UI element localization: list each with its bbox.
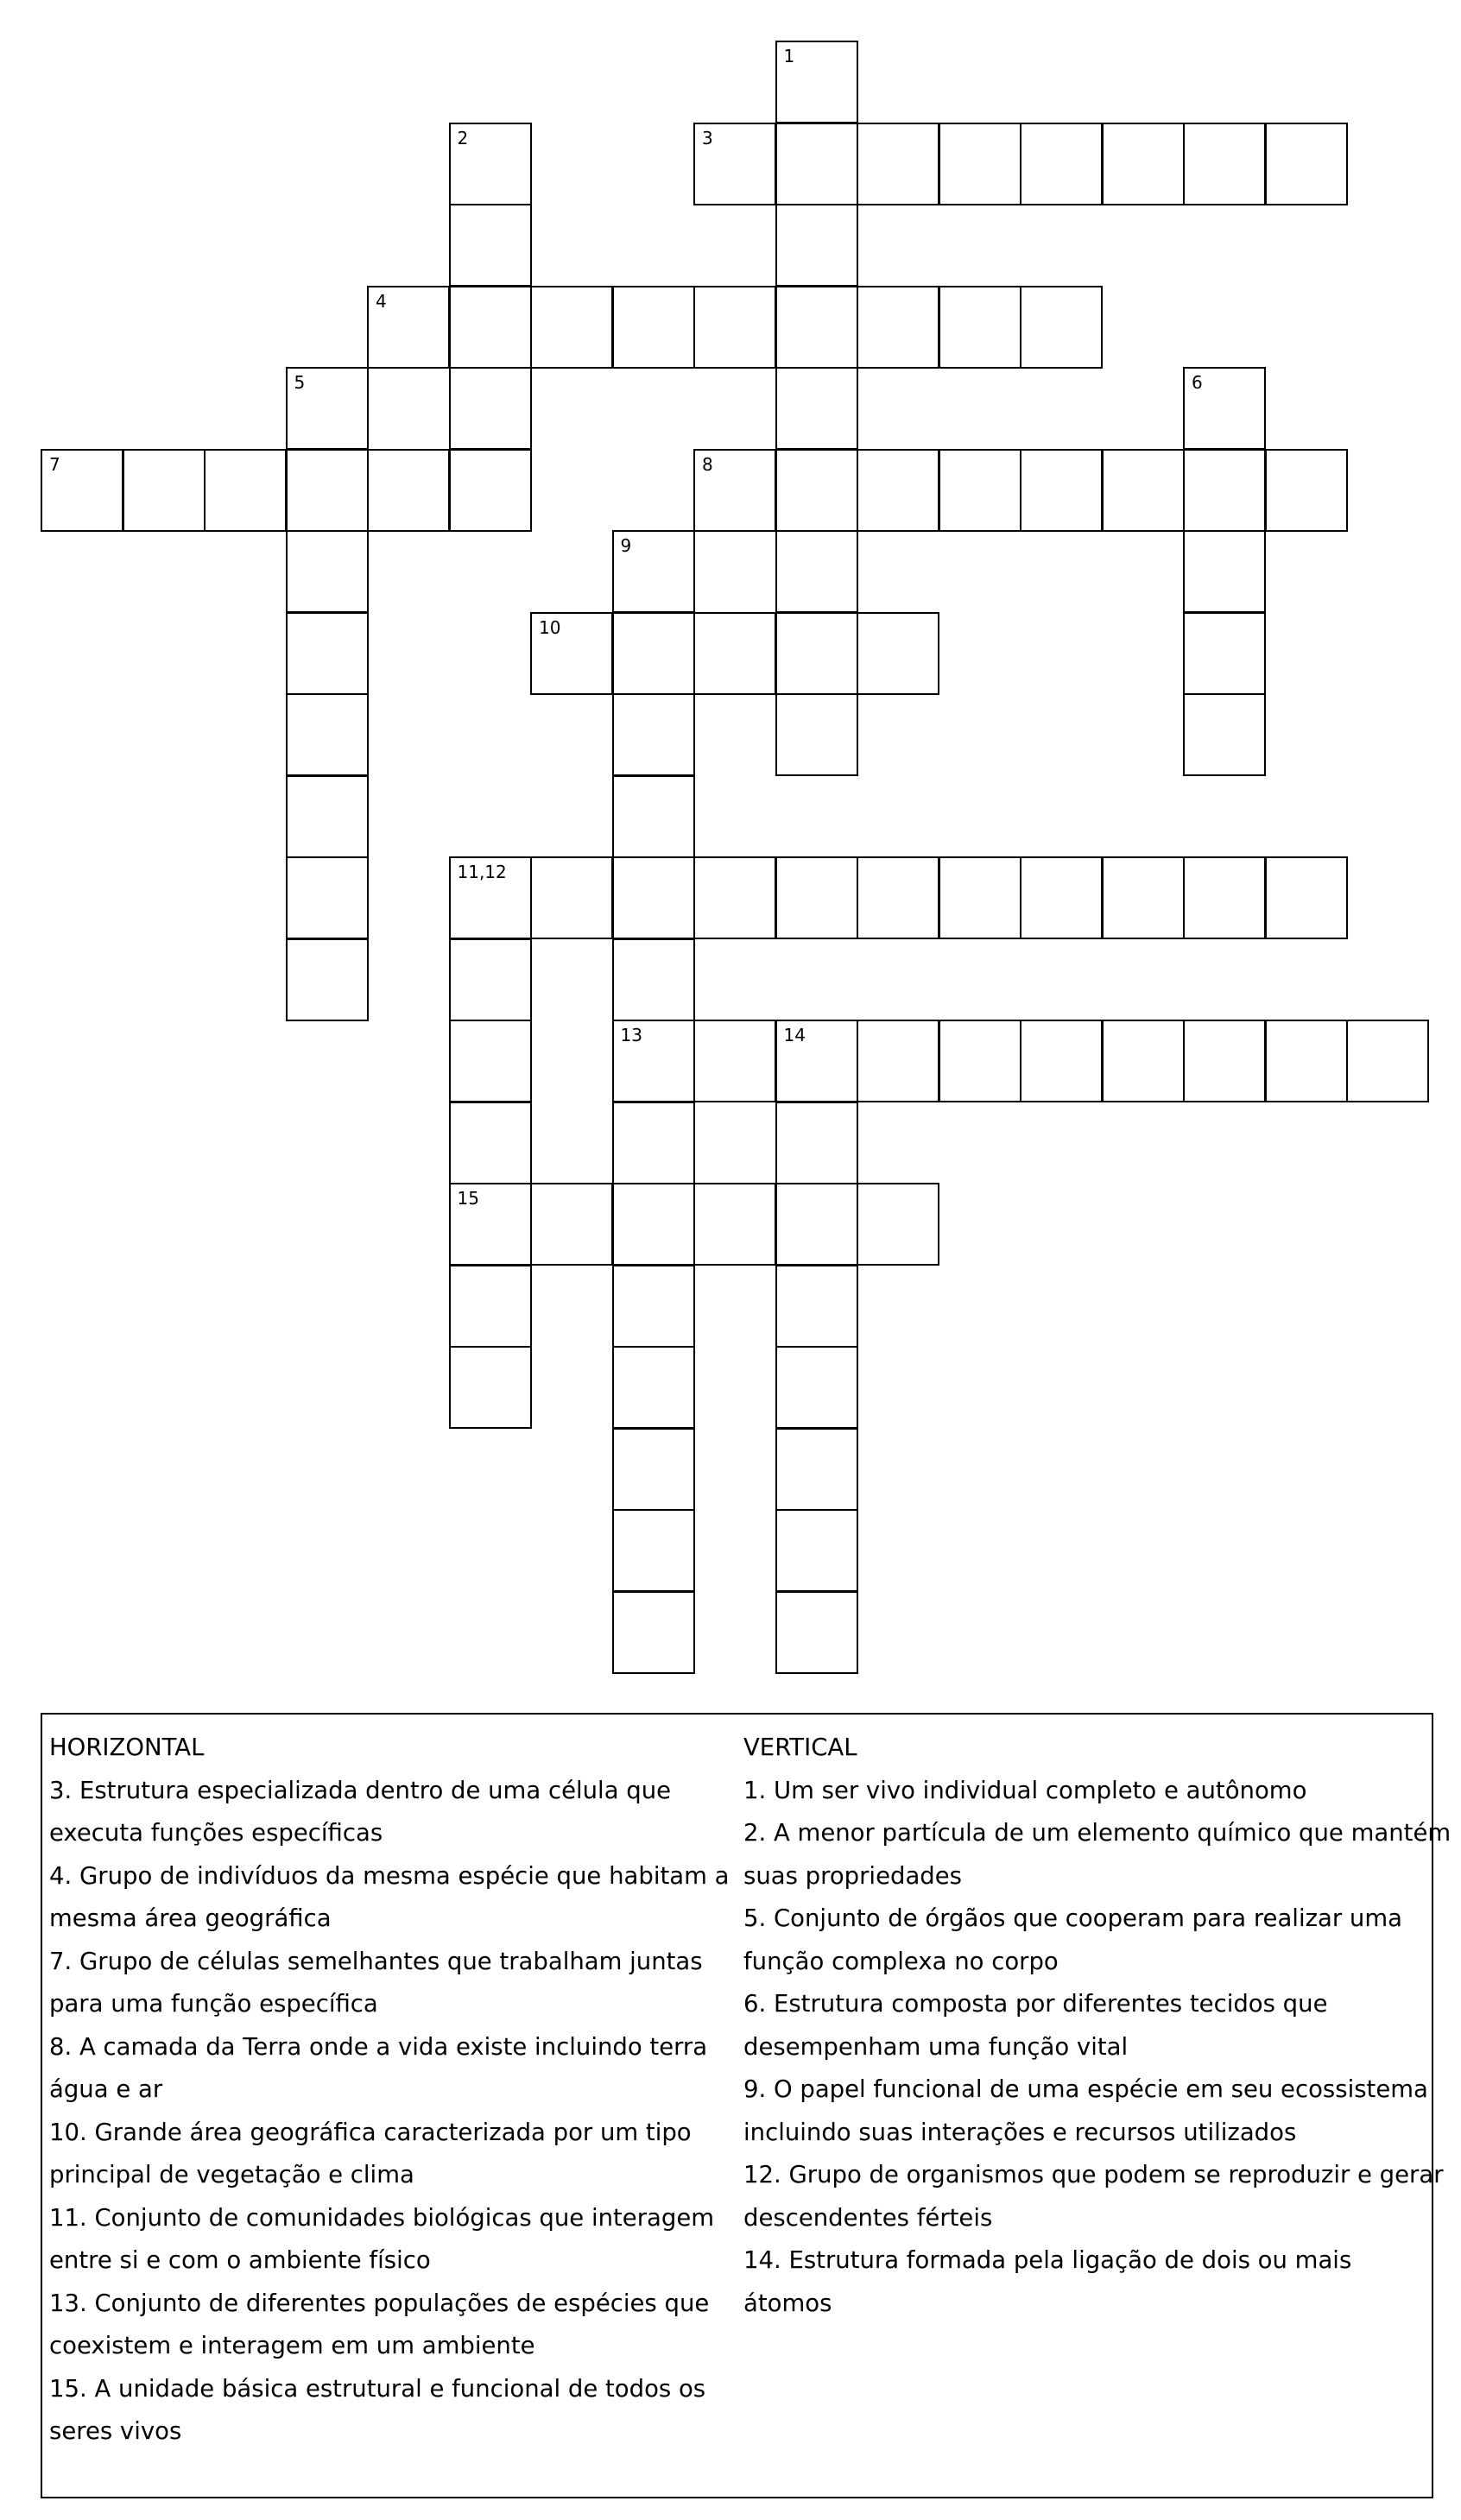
crossword-cell[interactable] (449, 1102, 532, 1184)
clue-line: descendentes férteis (743, 2203, 993, 2232)
crossword-cell[interactable] (775, 123, 858, 205)
crossword-cell[interactable] (204, 449, 287, 532)
crossword-cell[interactable] (449, 1265, 532, 1348)
clue-number: 2 (457, 127, 469, 148)
clue-line: 14. Estrutura formada pela ligação de dois ou mais (743, 2246, 1352, 2274)
crossword-cell[interactable] (612, 612, 695, 695)
crossword-cell[interactable] (367, 286, 450, 369)
clue-line: 13. Conjunto de diferentes populações de espécies que (49, 2289, 710, 2317)
crossword-cell[interactable] (775, 856, 858, 939)
crossword-cell[interactable] (775, 693, 858, 776)
crossword-cell[interactable] (693, 449, 776, 532)
crossword-cell[interactable] (693, 612, 776, 695)
clues-box (41, 1713, 1452, 2498)
crossword-cell[interactable] (286, 612, 369, 695)
crossword-cell[interactable] (775, 530, 858, 613)
clue-line: 7. Grupo de células semelhantes que trabalham juntas (49, 1947, 703, 1975)
clue-line: coexistem e interagem em um ambiente (49, 2332, 535, 2359)
crossword-cell[interactable] (775, 1102, 858, 1184)
crossword-cell[interactable] (612, 1020, 695, 1102)
crossword-cell[interactable] (449, 1183, 532, 1266)
clue-line: água e ar (49, 2075, 163, 2103)
crossword-cell[interactable] (939, 286, 1021, 369)
clue-line: 3. Estrutura especializada dentro de uma célula que (49, 1776, 672, 1804)
crossword-cell[interactable] (612, 938, 695, 1021)
crossword-cell[interactable] (612, 530, 695, 613)
clue-number: 6 (1192, 372, 1203, 393)
clue-line: 1. Um ser vivo individual completo e autônomo (743, 1776, 1307, 1804)
clue-number: 5 (294, 372, 306, 393)
crossword-cell[interactable] (857, 123, 939, 205)
crossword-cell[interactable] (1102, 1020, 1185, 1102)
crossword-cell[interactable] (857, 449, 939, 532)
crossword-cell[interactable] (530, 286, 613, 369)
crossword-cell[interactable] (1183, 367, 1266, 450)
crossword-cell[interactable] (775, 1428, 858, 1511)
crossword-cell[interactable] (612, 1509, 695, 1592)
clue-line: átomos (743, 2289, 832, 2317)
clue-line: 8. A camada da Terra onde a vida existe incluindo terra (49, 2032, 708, 2061)
crossword-cell[interactable] (286, 449, 369, 532)
clue-line: entre si e com o ambiente físico (49, 2246, 431, 2274)
clue-number: 7 (49, 453, 60, 475)
crossword-cell[interactable] (1265, 1020, 1348, 1102)
crossword-cell[interactable] (775, 1346, 858, 1429)
crossword-cell[interactable] (693, 286, 776, 369)
crossword-cell[interactable] (449, 367, 532, 450)
clue-number: 10 (539, 616, 561, 638)
crossword-cell[interactable] (1183, 1020, 1266, 1102)
clue-number: 1 (783, 46, 795, 66)
crossword-cell[interactable] (449, 856, 532, 939)
crossword-cell[interactable] (612, 1265, 695, 1348)
crossword-cell[interactable] (1183, 612, 1266, 695)
crossword-cell[interactable] (1102, 856, 1185, 939)
crossword-cell[interactable] (775, 1591, 858, 1674)
clue-number: 13 (620, 1025, 642, 1045)
crossword-cell[interactable] (449, 1346, 532, 1429)
crossword-cell[interactable] (286, 693, 369, 776)
crossword-cell[interactable] (939, 856, 1021, 939)
horizontal-clues (49, 1727, 740, 2454)
clue-number: 4 (376, 290, 387, 312)
crossword-cell[interactable] (286, 530, 369, 613)
clue-number: 9 (620, 535, 632, 556)
crossword-cell[interactable] (857, 286, 939, 369)
clue-number: 3 (702, 127, 713, 148)
crossword-cell[interactable] (449, 286, 532, 369)
crossword-cell[interactable] (1020, 1020, 1103, 1102)
clue-number: 15 (457, 1188, 479, 1209)
crossword-cell[interactable] (1265, 856, 1348, 939)
crossword-cell[interactable] (449, 204, 532, 287)
crossword-cell[interactable] (693, 1020, 776, 1102)
clue-line: 4. Grupo de indivíduos da mesma espécie que habitam a (49, 1861, 730, 1890)
crossword-cell[interactable] (286, 775, 369, 858)
crossword-cell[interactable] (693, 1183, 776, 1266)
crossword-cell[interactable] (775, 1509, 858, 1592)
clue-line: 9. O papel funcional de uma espécie em seu ecossistema (743, 2075, 1428, 2103)
crossword-cell[interactable] (775, 1020, 858, 1102)
crossword-cell[interactable] (775, 612, 858, 695)
clue-line: executa funções específicas (49, 1819, 383, 1847)
crossword-cell[interactable] (775, 1183, 858, 1266)
clue-line: 15. A unidade básica estrutural e funcional de todos os (49, 2374, 706, 2403)
crossword-cell[interactable] (41, 449, 123, 532)
crossword-cell[interactable] (939, 123, 1021, 205)
crossword-cell[interactable] (612, 1102, 695, 1184)
crossword-cell[interactable] (449, 449, 532, 532)
crossword-cell[interactable] (857, 1020, 939, 1102)
crossword-cell[interactable] (857, 612, 939, 695)
crossword-cell[interactable] (1020, 449, 1103, 532)
crossword-cell[interactable] (612, 1183, 695, 1266)
clue-line: 11. Conjunto de comunidades biológicas que interagem (49, 2203, 715, 2232)
crossword-cell[interactable] (612, 693, 695, 776)
clue-line: 10. Grande área geográfica caracterizada por um tipo (49, 2118, 692, 2146)
crossword-cell[interactable] (1265, 123, 1348, 205)
crossword-cell[interactable] (939, 449, 1021, 532)
clue-line: 6. Estrutura composta por diferentes tecidos que (743, 1990, 1328, 2018)
clue-line: desempenham uma função vital (743, 2032, 1129, 2061)
crossword-cell[interactable] (775, 286, 858, 369)
crossword-cell[interactable] (1183, 856, 1266, 939)
crossword-cell[interactable] (857, 1183, 939, 1266)
clue-line: 2. A menor partícula de um elemento químico que mantém (743, 1819, 1452, 1847)
crossword-cell[interactable] (286, 856, 369, 939)
crossword-cell[interactable] (449, 938, 532, 1021)
crossword-cell[interactable] (1183, 693, 1266, 776)
crossword-cell[interactable] (612, 856, 695, 939)
crossword-cell[interactable] (286, 367, 369, 450)
crossword-cell[interactable] (693, 856, 776, 939)
clue-line: 5. Conjunto de órgãos que cooperam para realizar uma (743, 1904, 1402, 1932)
crossword-cell[interactable] (775, 41, 858, 123)
crossword-cell[interactable] (1020, 856, 1103, 939)
crossword-cell[interactable] (775, 1265, 858, 1348)
crossword-cell[interactable] (693, 123, 776, 205)
clue-line: 12. Grupo de organismos que podem se reproduzir e gerar (743, 2161, 1444, 2188)
crossword-cell[interactable] (530, 856, 613, 939)
clue-line: principal de vegetação e clima (49, 2161, 414, 2188)
crossword-cell[interactable] (1346, 1020, 1429, 1102)
crossword-cell[interactable] (775, 449, 858, 532)
clue-heading: HORIZONTAL (49, 1734, 205, 1761)
crossword-cell[interactable] (939, 1020, 1021, 1102)
crossword-cell[interactable] (775, 367, 858, 450)
crossword-cell[interactable] (530, 1183, 613, 1266)
clue-line: mesma área geográfica (49, 1904, 332, 1932)
clue-line: para uma função específica (49, 1990, 378, 2018)
crossword-cell[interactable] (286, 938, 369, 1021)
crossword-cell[interactable] (1183, 123, 1266, 205)
crossword-cell[interactable] (530, 612, 613, 695)
clue-number: 11,12 (457, 862, 507, 882)
crossword-cell[interactable] (857, 856, 939, 939)
crossword-cell[interactable] (1020, 123, 1103, 205)
crossword-cell[interactable] (367, 449, 450, 532)
crossword-cell[interactable] (1265, 449, 1348, 532)
clue-line: função complexa no corpo (743, 1947, 1059, 1975)
crossword-cell[interactable] (1102, 123, 1185, 205)
crossword-cell[interactable] (123, 449, 206, 532)
crossword-cell[interactable] (612, 286, 695, 369)
crossword-cell[interactable] (612, 1591, 695, 1674)
crossword-cell[interactable] (449, 1020, 532, 1102)
clue-line: suas propriedades (743, 1861, 962, 1890)
crossword-cell[interactable] (1102, 449, 1185, 532)
crossword-cell[interactable] (1183, 449, 1266, 532)
clue-number: 14 (783, 1025, 806, 1045)
vertical-clues (743, 1727, 1452, 2325)
crossword-cell[interactable] (449, 123, 532, 205)
clue-line: seres vivos (49, 2417, 182, 2445)
clue-number: 8 (702, 453, 713, 475)
crossword-cell[interactable] (1020, 286, 1103, 369)
clue-heading: VERTICAL (743, 1734, 857, 1761)
clue-line: incluindo suas interações e recursos utilizados (743, 2118, 1297, 2146)
crossword-cell[interactable] (775, 204, 858, 287)
crossword-cell[interactable] (1183, 530, 1266, 613)
crossword-cell[interactable] (612, 775, 695, 858)
crossword-cell[interactable] (612, 1346, 695, 1429)
crossword-cell[interactable] (612, 1428, 695, 1511)
